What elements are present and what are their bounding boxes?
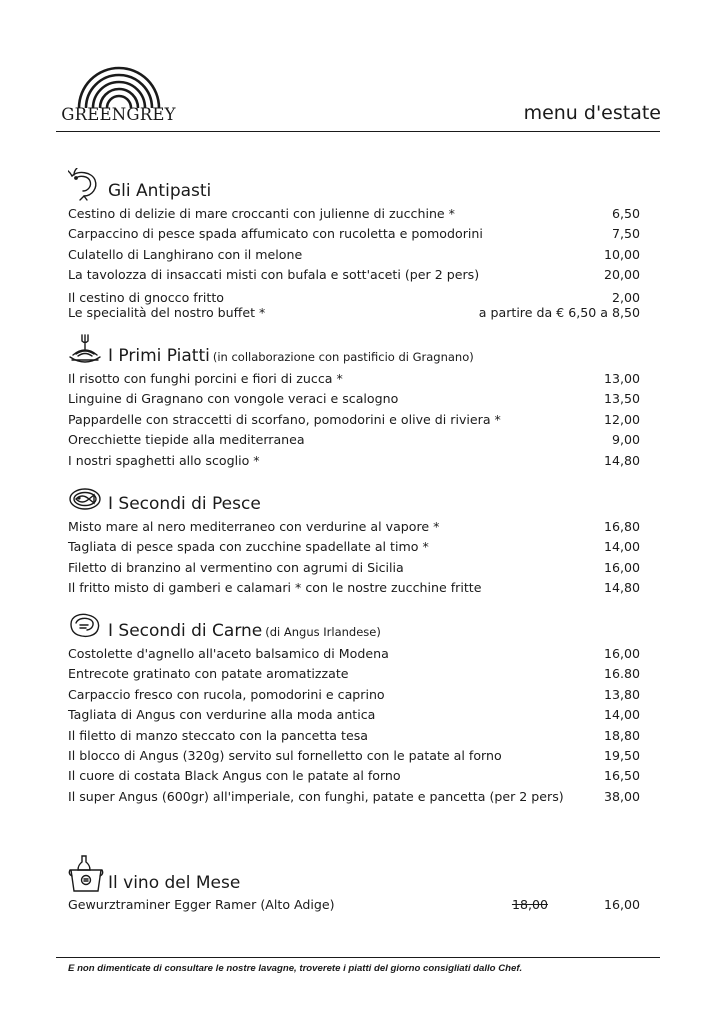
item-name: Misto mare al nero mediterraneo con verdurine al vapore * [68,519,440,534]
item-name: La tavolozza di insaccati misti con bufala e sott'aceti (per 2 pers) [68,267,480,283]
item-price: 13,50 [603,391,640,407]
section-title-text: I Secondi di Carne [108,621,263,641]
item-price: 14,00 [603,539,640,555]
header-divider [56,131,660,132]
item-name: Orecchiette tiepide alla mediterranea [68,432,305,448]
item-price: 13,80 [603,686,640,702]
item-name: Filetto di branzino al vermentino con agrumi di Sicilia [68,559,404,575]
menu-item [68,685,640,705]
item-name: Carpaccino di pesce spada affumicato con rucoletta e pomodorini [68,226,483,242]
section-title [108,621,381,641]
item-old-price: 18,00 [511,897,548,912]
item-price: 14,80 [603,580,640,596]
item-price: 16.80 [603,666,640,682]
item-price: 38,00 [603,788,640,804]
menu-item [68,369,640,389]
footer-note: E non dimenticate di consultare le nostre lavagne, troverete i piatti del giorno consigliati dallo Chef. [68,963,523,974]
footer-divider [56,957,660,958]
item-name: Pappardelle con straccetti di scorfano, pomodorini e olive di riviera * [68,411,501,427]
item-name: Il cuore di costata Black Angus con le patate al forno [68,768,401,784]
item-name: Culatello di Langhirano con il melone [68,246,303,262]
item-name: Costolette d'agnello all'aceto balsamico di Modena [68,646,389,661]
item-price: 9,00 [611,432,640,448]
item-name: Carpaccio fresco con rucola, pomodorini e caprino [68,686,385,702]
item-price: 6,50 [611,206,640,221]
menu-item [68,558,640,578]
menu-item [68,286,640,303]
menu-item [68,410,640,430]
section-title-text: I Primi Piatti [108,346,210,366]
item-price: 14,80 [603,452,640,468]
item-price: 18,80 [603,727,640,743]
item-name: Il cestino di gnocco fritto [68,289,225,305]
item-name: Cestino di delizie di mare croccanti con julienne di zucchine * [68,206,455,221]
item-name: I nostri spaghetti allo scoglio * [68,452,260,468]
item-name: Tagliata di pesce spada con zucchine spadellate al timo * [68,539,429,555]
menu-item [68,746,640,766]
item-price: 16,00 [603,646,640,661]
steak-icon [68,608,102,642]
menu-item [68,537,640,557]
menu-item [68,895,640,915]
menu-item [68,578,640,598]
rainbow-arch-icon [76,66,162,108]
item-price: 14,00 [603,707,640,723]
menu-item [68,430,640,450]
item-name: Il super Angus (600gr) all'imperiale, con funghi, patate e pancetta (per 2 pers) [68,788,564,804]
menu-item [68,303,640,323]
item-price: 10,00 [603,246,640,262]
item-price: 16,00 [603,897,640,912]
menu-item [68,245,640,265]
item-price: 20,00 [603,267,640,283]
menu-item [68,726,640,746]
menu-item [68,787,640,807]
menu-item [68,664,640,684]
section-vino [68,854,640,915]
item-price: 16,00 [603,559,640,575]
item-name: Il fritto misto di gamberi e calamari * con le nostre zucchine fritte [68,580,482,596]
section-antipasti [68,168,640,323]
item-price: 16,50 [603,768,640,784]
section-title: Gli Antipasti [108,181,212,201]
menu-item [68,705,640,725]
item-name: Il risotto con funghi porcini e fiori di zucca * [68,371,343,386]
menu-item [68,644,640,664]
shrimp-icon [68,168,102,202]
item-name: Gewurztraminer Egger Ramer (Alto Adige) [68,897,335,912]
section-title [108,346,474,366]
menu-item [68,224,640,244]
item-price: 13,00 [603,371,640,386]
brand-name: GREENGREY [61,105,176,124]
item-name: Tagliata di Angus con verdurine alla moda antica [68,707,376,723]
item-price: 19,50 [603,747,640,763]
section-carne [68,608,640,807]
item-name: Linguine di Gragnano con vongole veraci e scalogno [68,391,399,407]
section-title: I Secondi di Pesce [108,494,261,514]
item-name: Il filetto di manzo steccato con la pancetta tesa [68,727,368,743]
item-price: 2,00 [611,289,640,305]
fish-plate-icon [68,481,102,515]
wine-bucket-icon [68,854,104,894]
section-primi [68,333,640,471]
menu-item [68,204,640,224]
brand-logo [56,66,181,128]
item-price: 12,00 [603,411,640,427]
page-title: menu d'estate [523,102,661,124]
menu-item [68,766,640,786]
section-subtitle: (in collaborazione con pastificio di Gragnano) [212,350,474,364]
section-title: Il vino del Mese [108,873,241,893]
section-pesce [68,481,640,599]
item-price: 7,50 [611,226,640,242]
menu-item [68,265,640,285]
item-price-range: a partire da € 6,50 a 8,50 [478,304,640,320]
pasta-plate-icon [68,333,102,367]
item-price: 16,80 [603,519,640,534]
item-name: Entrecote gratinato con patate aromatizzate [68,666,349,682]
item-name: Le specialità del nostro buffet * [68,304,266,320]
section-subtitle: (di Angus Irlandese) [265,625,381,639]
menu-item [68,451,640,471]
menu-item [68,517,640,537]
menu-item [68,389,640,409]
item-name: Il blocco di Angus (320g) servito sul fornelletto con le patate al forno [68,747,502,763]
